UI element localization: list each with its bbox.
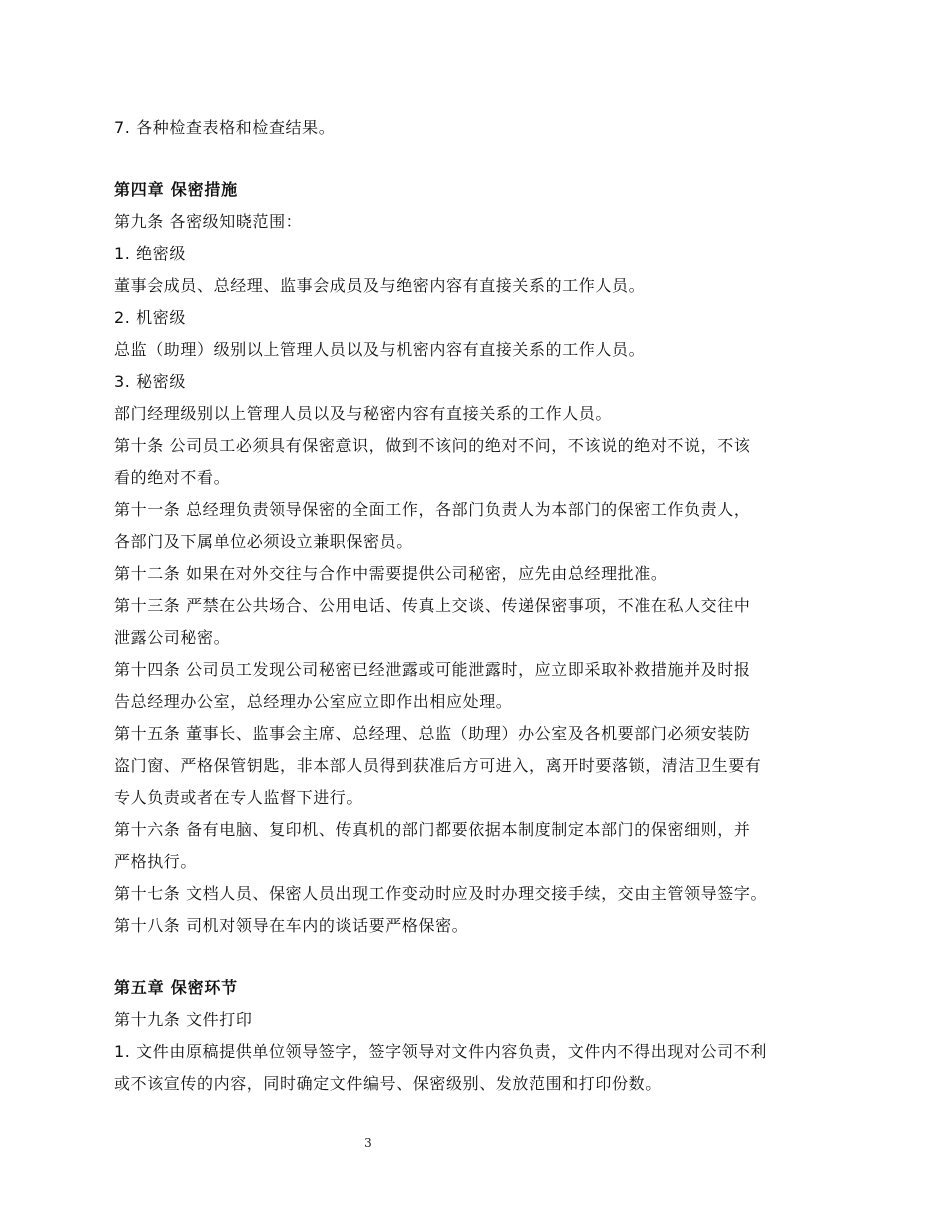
section-gap [114, 144, 842, 174]
article-14-line-2: 告总经理办公室，总经理办公室应立即作出相应处理。 [114, 692, 513, 711]
level-confidential-scope: 部门经理级别以上管理人员以及与秘密内容有直接关系的工作人员。 [114, 404, 613, 423]
level-top-secret-title: 1. 绝密级 [114, 244, 186, 263]
article-17: 第十七条 文档人员、保密人员出现工作变动时应及时办理交接手续，交由主管领导签字。 [114, 884, 768, 903]
article-12: 第十二条 如果在对外交往与合作中需要提供公司秘密，应先由总经理批准。 [114, 564, 668, 583]
level-secret-title: 2. 机密级 [114, 308, 186, 327]
document-body [114, 112, 842, 1100]
article-10-line-1: 第十条 公司员工必须具有保密意识，做到不该问的绝对不问，不该说的绝对不说，不该 [114, 436, 751, 455]
article-13-line-1: 第十三条 严禁在公共场合、公用电话、传真上交谈、传递保密事项，不准在私人交往中 [114, 596, 751, 615]
article-19-item-1-line-2: 或不该宣传的内容，同时确定文件编号、保密级别、发放范围和打印份数。 [114, 1074, 662, 1093]
level-top-secret-scope: 董事会成员、总经理、监事会成员及与绝密内容有直接关系的工作人员。 [114, 276, 646, 295]
article-15-line-3: 专人负责或者在专人监督下进行。 [114, 788, 364, 807]
article-19: 第十九条 文件打印 [114, 1010, 253, 1029]
level-secret-scope: 总监（助理）级别以上管理人员以及与机密内容有直接关系的工作人员。 [114, 340, 646, 359]
page-number: 3 [364, 1136, 372, 1150]
article-16-line-1: 第十六条 备有电脑、复印机、传真机的部门都要依据本制度制定本部门的保密细则，并 [114, 820, 751, 839]
article-11-line-2: 各部门及下属单位必须设立兼职保密员。 [114, 532, 413, 551]
article-19-item-1-line-1: 1. 文件由原稿提供单位领导签字，签字领导对文件内容负责，文件内不得出现对公司不利 [114, 1042, 767, 1061]
article-11-line-1: 第十一条 总经理负责领导保密的全面工作，各部门负责人为本部门的保密工作负责人， [114, 500, 751, 519]
article-18: 第十八条 司机对领导在车内的谈话要严格保密。 [114, 916, 469, 935]
section-gap [114, 942, 842, 972]
article-9: 第九条 各密级知晓范围： [114, 212, 303, 231]
article-10-line-2: 看的绝对不看。 [114, 468, 231, 487]
chapter-4-heading: 第四章 保密措施 [114, 180, 238, 199]
article-16-line-2: 严格执行。 [114, 852, 198, 871]
article-13-line-2: 泄露公司秘密。 [114, 628, 231, 647]
list-item-inspection-results: 7. 各种检查表格和检查结果。 [114, 118, 336, 137]
article-15-line-1: 第十五条 董事长、监事会主席、总经理、总监（助理）办公室及各机要部门必须安装防 [114, 724, 751, 743]
article-14-line-1: 第十四条 公司员工发现公司秘密已经泄露或可能泄露时，应立即采取补救措施并及时报 [114, 660, 751, 679]
article-15-line-2: 盗门窗、严格保管钥匙，非本部人员得到获准后方可进入，离开时要落锁，清洁卫生要有 [114, 756, 762, 775]
level-confidential-title: 3. 秘密级 [114, 372, 186, 391]
chapter-5-heading: 第五章 保密环节 [114, 978, 238, 997]
